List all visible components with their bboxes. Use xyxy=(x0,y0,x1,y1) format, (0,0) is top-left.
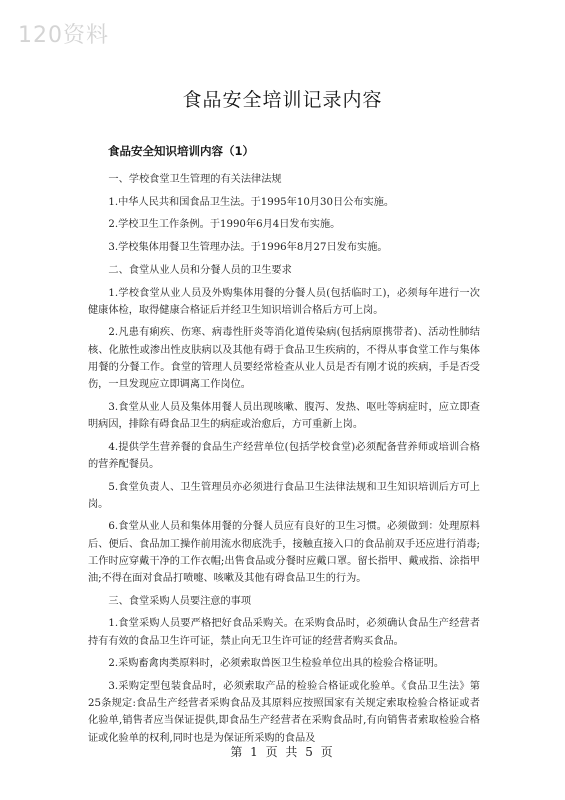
document-title: 食品安全培训记录内容 xyxy=(182,89,383,111)
paragraph: 2.凡患有痢疾、伤寒、病毒性肝炎等消化道传染病(包括病原携带者)、活动性肺结核、化脓性或渗出性皮肤病以及其他有碍于食品卫生疾病的，不得从事食堂工作与集体用餐的分餐工作。食堂的管理人员要经常检查从业人员是否有刚才说的疾病，手是否受伤，一旦发现应立即调离工作岗位。 xyxy=(88,327,480,391)
paragraph: 2.采购畜禽肉类原料时，必须索取兽医卫生检验单位出具的检验合格证明。 xyxy=(108,658,445,670)
paragraph: 3.采购定型包装食品时，必须索取产品的检验合格证或化验单。《食品卫生法》第25条规定:食品生产经营者采购食品及其原料应按照国家有关规定索取检验合格证或者化验单,销售者应当保证提供,即食品生产经营者在采购食品时,有向销售者索取检验合格证或化验单的权利,同时也是为保证所采购的食品及 xyxy=(88,681,480,744)
paragraph: 1.食堂采购人员要严格把好食品采购关。在采购食品时，必须确认食品生产经营者持有有效的食品卫生许可证，禁止向无卫生许可证的经营者购买食品。 xyxy=(88,618,480,647)
paragraph: 5.食堂负责人、卫生管理员亦必须进行食品卫生法律法规和卫生知识培训后方可上岗。 xyxy=(88,481,480,510)
section-heading-1: 一、学校食堂卫生管理的有关法律法规 xyxy=(108,174,282,185)
paragraph: 3.学校集体用餐卫生管理办法。于1996年8月27日发布实施。 xyxy=(108,242,388,254)
paragraph: 1.学校食堂从业人员及外购集体用餐的分餐人员(包括临时工)，必须每年进行一次健康体检，取得健康合格证后并经卫生知识培训合格后方可上岗。 xyxy=(88,287,480,316)
paragraph: 2.学校卫生工作条例。于1990年6月4日发布实施。 xyxy=(108,219,341,231)
page-number-footer: 第 1 页 共 5 页 xyxy=(230,745,335,759)
section-heading-3: 三、食堂采购人员要注意的事项 xyxy=(108,595,252,607)
paragraph: 6.食堂从业人员和集体用餐的分餐人员应有良好的卫生习惯。必须做到：处理原料后、便后、食品加工操作前用流水彻底洗手，接触直接入口的食品前双手还应进行消毒;工作时应穿戴干净的工作衣帽;出售食品或分餐时应戴口罩。留长指甲、戴戒指、涂指甲油;不得在面对食品打喷嚏、咳嗽及其他有碍食品卫生的行为。 xyxy=(88,521,480,585)
paragraph: 4.提供学生营养餐的食品生产经营单位(包括学校食堂)必须配备营养师或培训合格的营养配餐员。 xyxy=(88,441,480,470)
document-body xyxy=(88,171,480,752)
paragraph: 3.食堂从业人员及集体用餐人员出现咳嗽、腹泻、发热、呕吐等病症时，应立即查明病因，排除有碍食品卫生的病症或治愈后，方可重新上岗。 xyxy=(88,401,480,430)
paragraph: 1.中华人民共和国食品卫生法。于1995年10月30日公布实施。 xyxy=(108,196,395,208)
section-subtitle: 食品安全知识培训内容（1） xyxy=(108,144,255,158)
section-heading-2: 二、食堂从业人员和分餐人员的卫生要求 xyxy=(108,264,292,276)
watermark-logo: 120资料 xyxy=(18,23,109,48)
